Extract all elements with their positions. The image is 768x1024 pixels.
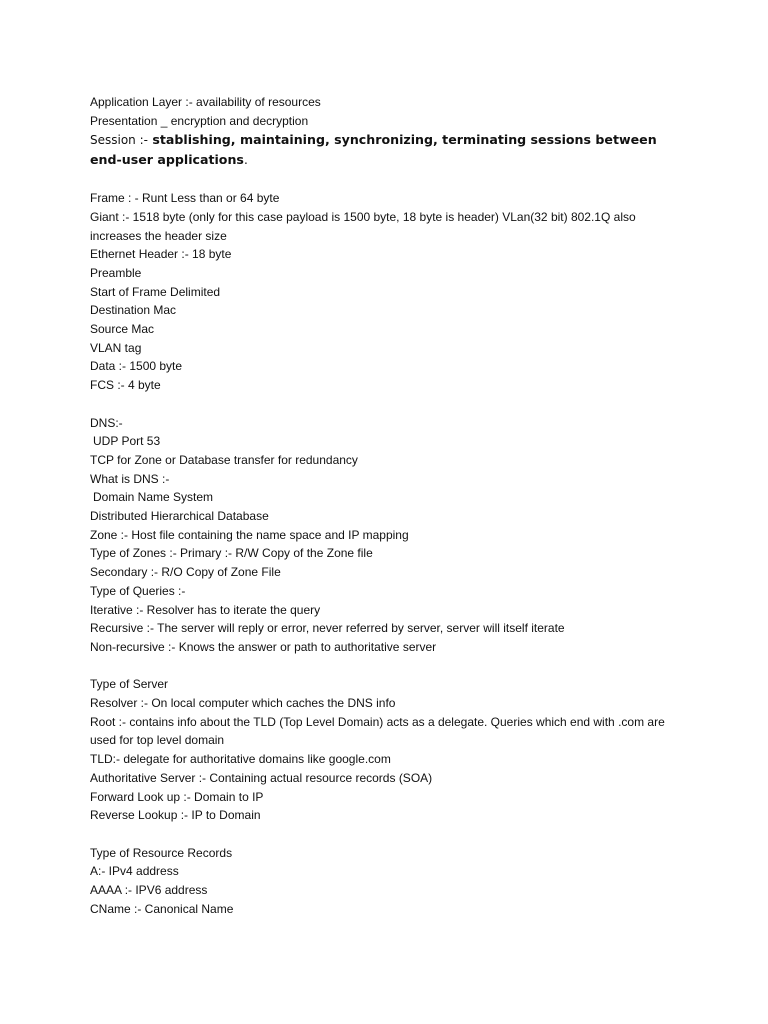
text-line: Secondary :- R/O Copy of Zone File: [90, 565, 281, 580]
records-section: [90, 844, 690, 919]
text-line: Iterative :- Resolver has to iterate the query: [90, 602, 321, 617]
text-line: TLD:- delegate for authoritative domains like google.com: [90, 752, 391, 767]
osi-section: [90, 93, 690, 170]
text-line: Forward Look up :- Domain to IP: [90, 789, 264, 804]
text-line: Recursive :- The server will reply or error, never referred by server, server will itself iterate: [90, 621, 565, 636]
text-line: VLAN tag: [90, 340, 142, 355]
text-line: Authoritative Server :- Containing actual resource records (SOA): [90, 770, 433, 785]
text-line: What is DNS :-: [90, 471, 170, 486]
text-line: DNS:-: [90, 415, 123, 430]
session-prefix: Session :-: [90, 133, 148, 148]
text-line: FCS :- 4 byte: [90, 378, 161, 393]
session-line: [90, 130, 690, 170]
text-line: Data :- 1500 byte: [90, 359, 183, 374]
text-line: Start of Frame Delimited: [90, 284, 221, 299]
text-line: Zone :- Host file containing the name space and IP mapping: [90, 527, 409, 542]
text-line: Type of Queries :-: [90, 583, 186, 598]
text-line: Ethernet Header :- 18 byte: [90, 247, 232, 262]
session-text: stablishing, maintaining, synchronizing, terminating sessions between end-user applications: [90, 132, 657, 168]
dns-section: [90, 414, 690, 657]
frame-section: [90, 189, 690, 395]
session-period: .: [243, 153, 248, 168]
text-line: Frame : - Runt Less than or 64 byte: [90, 191, 280, 206]
text-line: UDP Port 53: [93, 434, 161, 449]
text-line: Reverse Lookup :- IP to Domain: [90, 808, 261, 823]
spacer: [90, 170, 690, 189]
text-line: Application Layer :- availability of resources: [90, 95, 321, 109]
text-line: CName :- Canonical Name: [90, 901, 234, 916]
text-line: Non-recursive :- Knows the answer or path to authoritative server: [90, 639, 437, 654]
text-line: TCP for Zone or Database transfer for redundancy: [90, 452, 358, 467]
text-line: Distributed Hierarchical Database: [90, 509, 269, 524]
text-line: Type of Resource Records: [90, 845, 233, 860]
text-line: Giant :- 1518 byte (only for this case payload is 1500 byte, 18 byte is header) VLan(32 bit) 802.1Q also increases the header size: [90, 209, 636, 243]
spacer: [90, 657, 690, 676]
spacer: [90, 825, 690, 844]
text-line: Domain Name System: [93, 490, 214, 505]
text-line: A:- IPv4 address: [90, 864, 179, 879]
text-line: AAAA :- IPV6 address: [90, 883, 208, 898]
text-line: Source Mac: [90, 322, 155, 337]
spacer: [90, 395, 690, 414]
text-line: Preamble: [90, 265, 142, 280]
text-line: Root :- contains info about the TLD (Top Level Domain) acts as a delegate. Queries which end with .com are used for top level domain: [90, 714, 665, 748]
text-line: Destination Mac: [90, 303, 177, 318]
text-line: Presentation _ encryption and decryption: [90, 113, 309, 128]
document-page: [90, 93, 690, 918]
text-line: Resolver :- On local computer which caches the DNS info: [90, 696, 396, 711]
text-line: Type of Zones :- Primary :- R/W Copy of the Zone file: [90, 546, 373, 561]
server-section: [90, 675, 690, 825]
text-line: Type of Server: [90, 677, 169, 692]
